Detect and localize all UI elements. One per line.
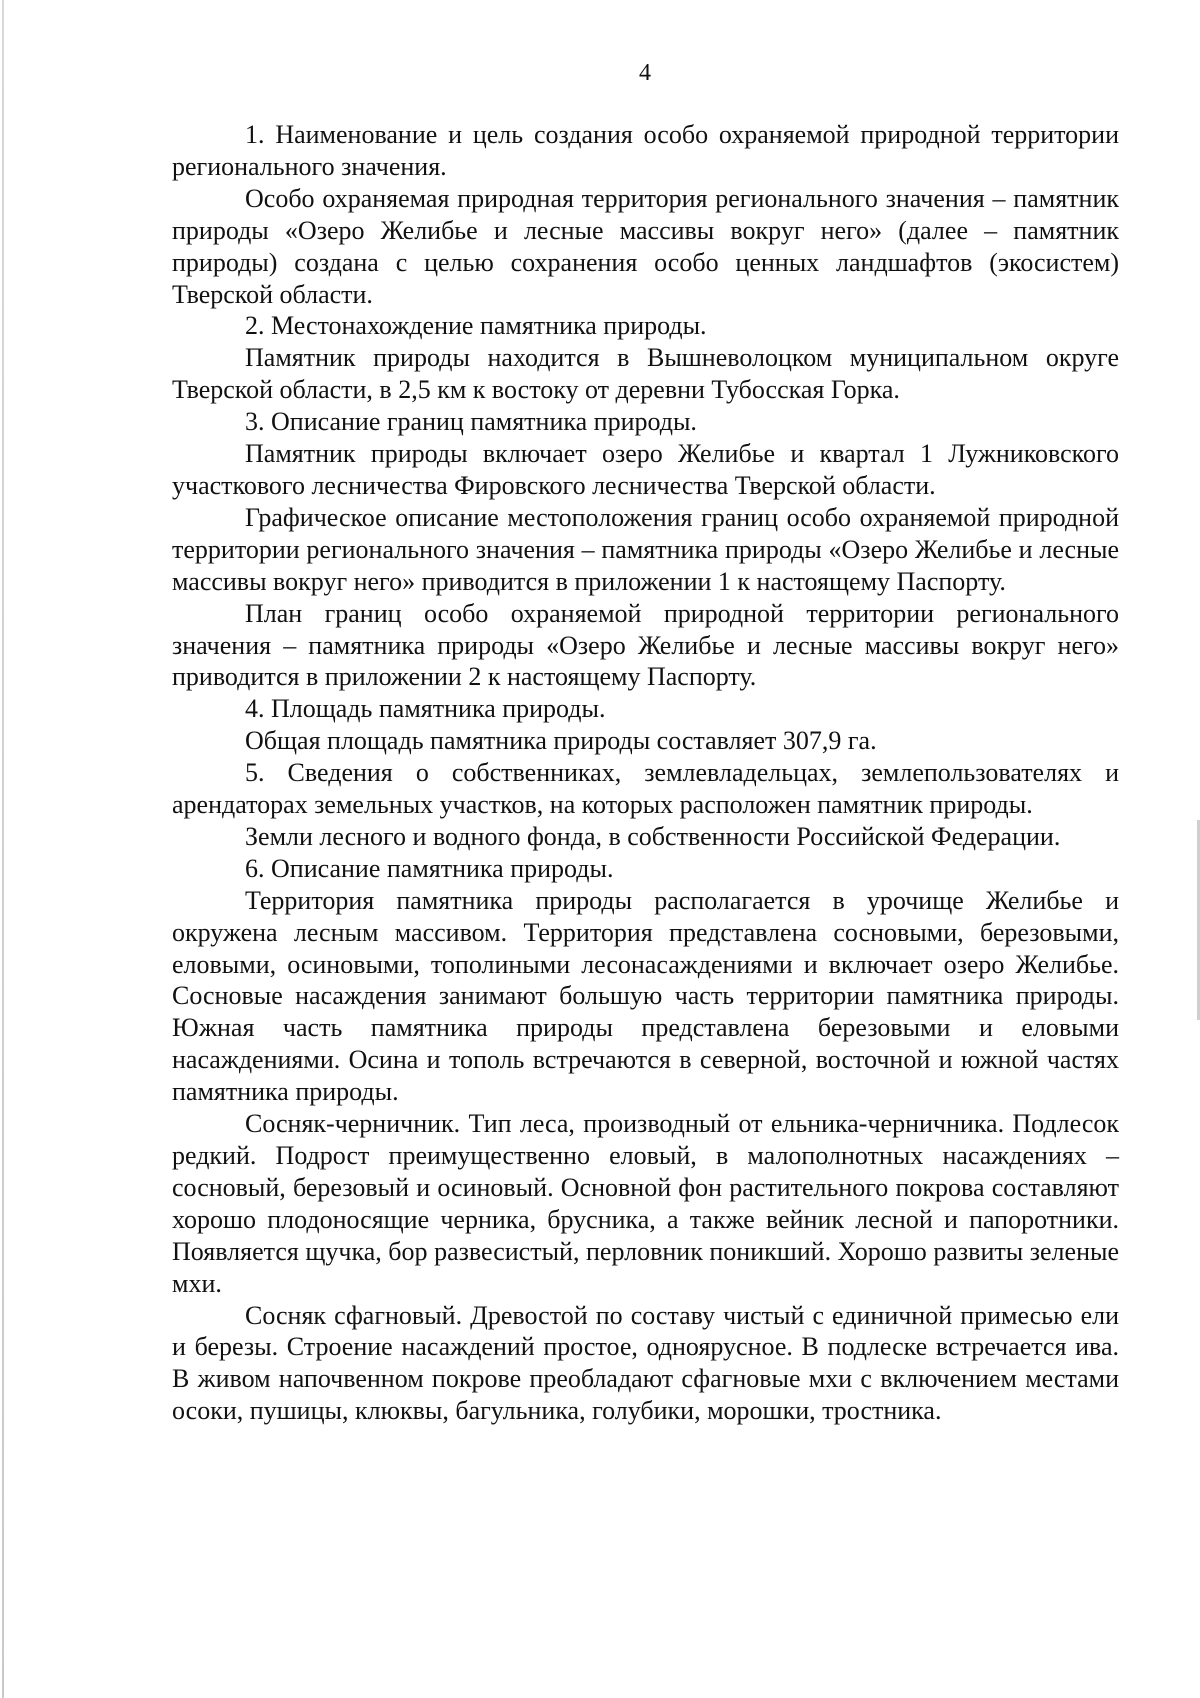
paragraph: План границ особо охраняемой природной территории регионального значения – памятника природы «Озеро Желибье и лесные массивы вокруг него» приводится в приложении 2 к настоящему Паспорту.: [172, 598, 1119, 692]
document-body: [172, 119, 1119, 1427]
section-heading-5: 5. Сведения о собственниках, землевладельцах, землепользователях и арендаторах земельных участков, на которых расположен памятник природы.: [172, 758, 1119, 820]
paragraph: Памятник природы включает озеро Желибье и квартал 1 Лужниковского участкового лесничества Фировского лесничества Тверской области.: [172, 439, 1119, 500]
page-number: 4: [639, 60, 651, 86]
paragraph: Общая площадь памятника природы составляет 307,9 га.: [245, 726, 877, 756]
paragraph: Сосняк сфагновый. Древостой по составу чистый с единичной примесью ели и березы. Строение насаждений простое, одноярусное. В подлеске встречается ива. В живом напочвенном покрове преобладают сфагновые мхи с включением местами осоки, пушицы, клюквы, багульника, голубики, морошки, тростника.: [172, 1300, 1119, 1426]
paragraph: Особо охраняемая природная территория регионального значения – памятник природы «Озеро Желибье и лесные массивы вокруг него» (далее – памятник природы) создана с целью сохранения особо ценных ландшафтов (экосистем) Тверской области.: [172, 183, 1119, 309]
section-heading-1: 1. Наименование и цель создания особо охраняемой природной территории регионального значения.: [172, 120, 1119, 181]
paragraph: Сосняк-черничник. Тип леса, производный от ельника-черничника. Подлесок редкий. Подрост преимущественно еловый, в малополнотных насаждениях – сосновый, березовый и осиновый. Основной фон растительного покрова составляют хорошо плодоносящие черника, брусника, а также вейник лесной и папоротники. Появляется щучка, бор развесистый, перловник поникший. Хорошо развиты зеленые мхи.: [172, 1109, 1119, 1298]
paragraph: Земли лесного и водного фонда, в собственности Российской Федерации.: [245, 821, 1061, 851]
section-heading-4: 4. Площадь памятника природы.: [245, 694, 606, 724]
paragraph: Территория памятника природы располагается в урочище Желибье и окружена лесным массивом. Территория представлена сосновыми, березовыми, еловыми, осиновыми, тополиными лесонасаждениями и включает озеро Желибье. Сосновые насаждения занимают большую часть территории памятника природы. Южная часть памятника природы представлена березовыми и еловыми насаждениями. Осина и тополь встречаются в северной, восточной и южной частях памятника природы.: [172, 885, 1119, 1107]
section-heading-2: 2. Местонахождение памятника природы.: [245, 311, 707, 341]
section-heading-6: 6. Описание памятника природы.: [245, 853, 614, 883]
paragraph: Памятник природы находится в Вышневолоцком муниципальном округе Тверской области, в 2,5 км к востоку от деревни Тубосская Горка.: [172, 343, 1119, 405]
scan-edge: [2, 0, 4, 1698]
paragraph: Графическое описание местоположения границ особо охраняемой природной территории регионального значения – памятника природы «Озеро Желибье и лесные массивы вокруг него» приводится в приложении 1 к настоящему Паспорту.: [172, 502, 1119, 596]
section-heading-3: 3. Описание границ памятника природы.: [245, 407, 697, 437]
